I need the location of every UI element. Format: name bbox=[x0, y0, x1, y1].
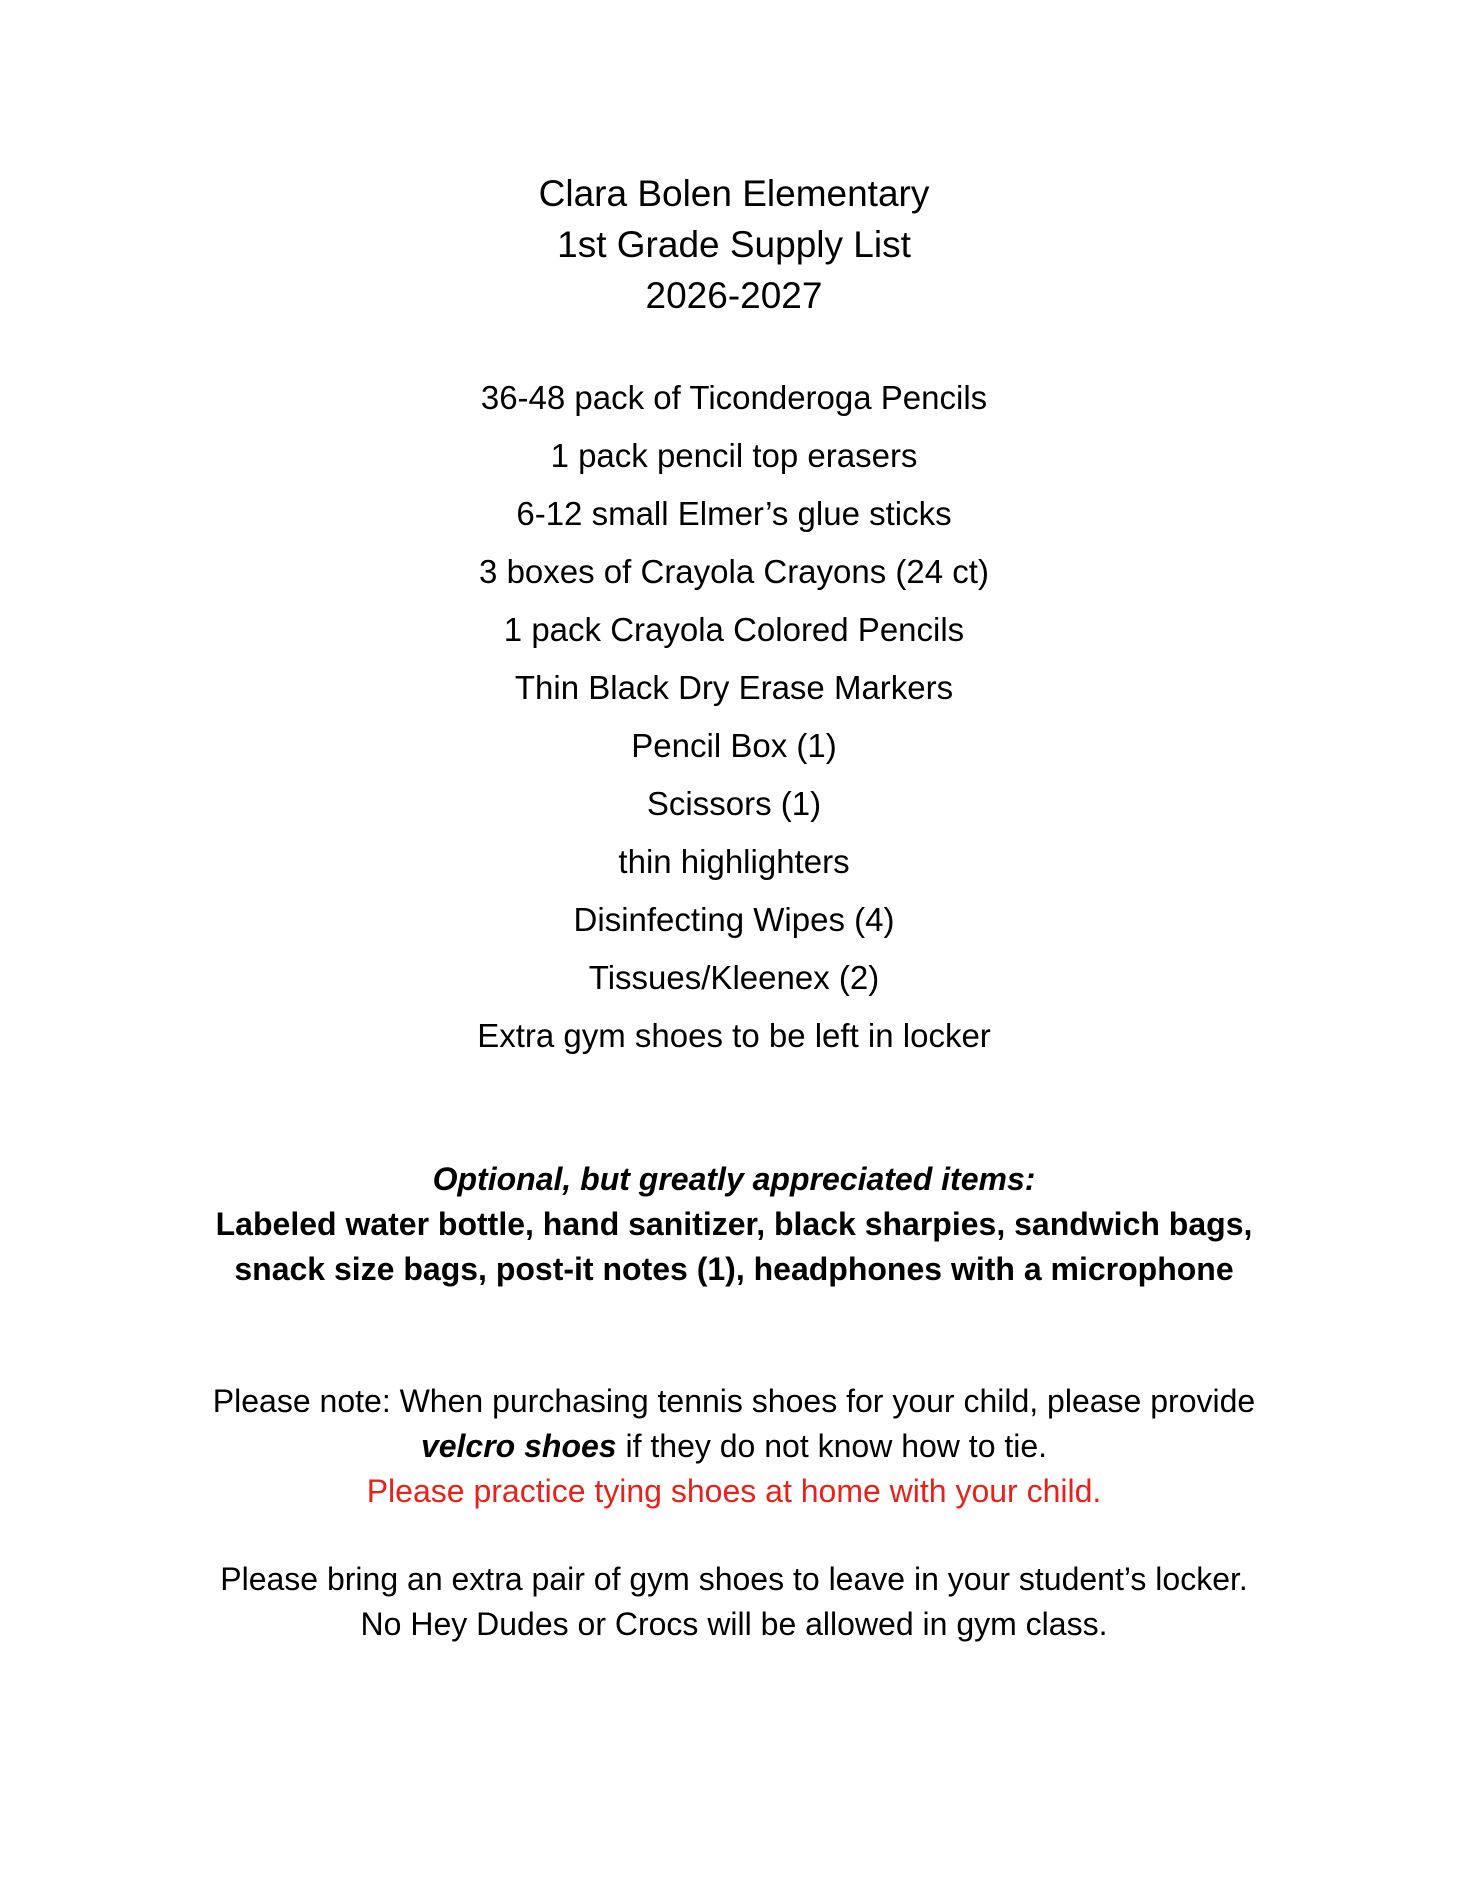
supply-item: 6-12 small Elmer’s glue sticks bbox=[516, 495, 952, 532]
supply-item: Thin Black Dry Erase Markers bbox=[514, 669, 954, 706]
supply-list bbox=[0, 369, 1468, 1065]
supply-item: thin highlighters bbox=[618, 843, 850, 880]
supply-item: Scissors (1) bbox=[646, 785, 822, 822]
supply-item: 3 boxes of Crayola Crayons (24 ct) bbox=[479, 553, 989, 590]
supply-item: Tissues/Kleenex (2) bbox=[588, 959, 880, 996]
shoe-note-section bbox=[0, 1379, 1468, 1514]
optional-items-section bbox=[0, 1157, 1468, 1292]
velcro-emphasis: velcro shoes bbox=[420, 1428, 617, 1464]
optional-items-line: snack size bags, post-it notes (1), headphones with a microphone bbox=[234, 1251, 1234, 1287]
supply-item: Pencil Box (1) bbox=[631, 727, 837, 764]
optional-heading: Optional, but greatly appreciated items: bbox=[432, 1161, 1036, 1197]
practice-tying-note: Please practice tying shoes at home with your child. bbox=[366, 1473, 1102, 1509]
gym-note-line: No Hey Dudes or Crocs will be allowed in gym class. bbox=[360, 1606, 1108, 1642]
school-name: Clara Bolen Elementary bbox=[538, 173, 930, 214]
shoe-note-line: Please note: When purchasing tennis shoes for your child, please provide bbox=[212, 1383, 1256, 1419]
optional-items-line: Labeled water bottle, hand sanitizer, black sharpies, sandwich bags, bbox=[215, 1206, 1253, 1242]
shoe-note-line bbox=[0, 1424, 1468, 1469]
list-title: 1st Grade Supply List bbox=[557, 224, 911, 265]
gym-shoes-section bbox=[0, 1557, 1468, 1647]
gym-note-line: Please bring an extra pair of gym shoes to leave in your student’s locker. bbox=[220, 1561, 1248, 1597]
shoe-note-rest: if they do not know how to tie. bbox=[616, 1428, 1048, 1464]
supply-item: Disinfecting Wipes (4) bbox=[573, 901, 895, 938]
document-header bbox=[0, 168, 1468, 321]
supply-item: Extra gym shoes to be left in locker bbox=[477, 1017, 991, 1054]
school-year: 2026-2027 bbox=[645, 275, 823, 316]
supply-item: 1 pack Crayola Colored Pencils bbox=[503, 611, 965, 648]
supply-item: 36-48 pack of Ticonderoga Pencils bbox=[480, 379, 988, 416]
supply-item: 1 pack pencil top erasers bbox=[550, 437, 918, 474]
